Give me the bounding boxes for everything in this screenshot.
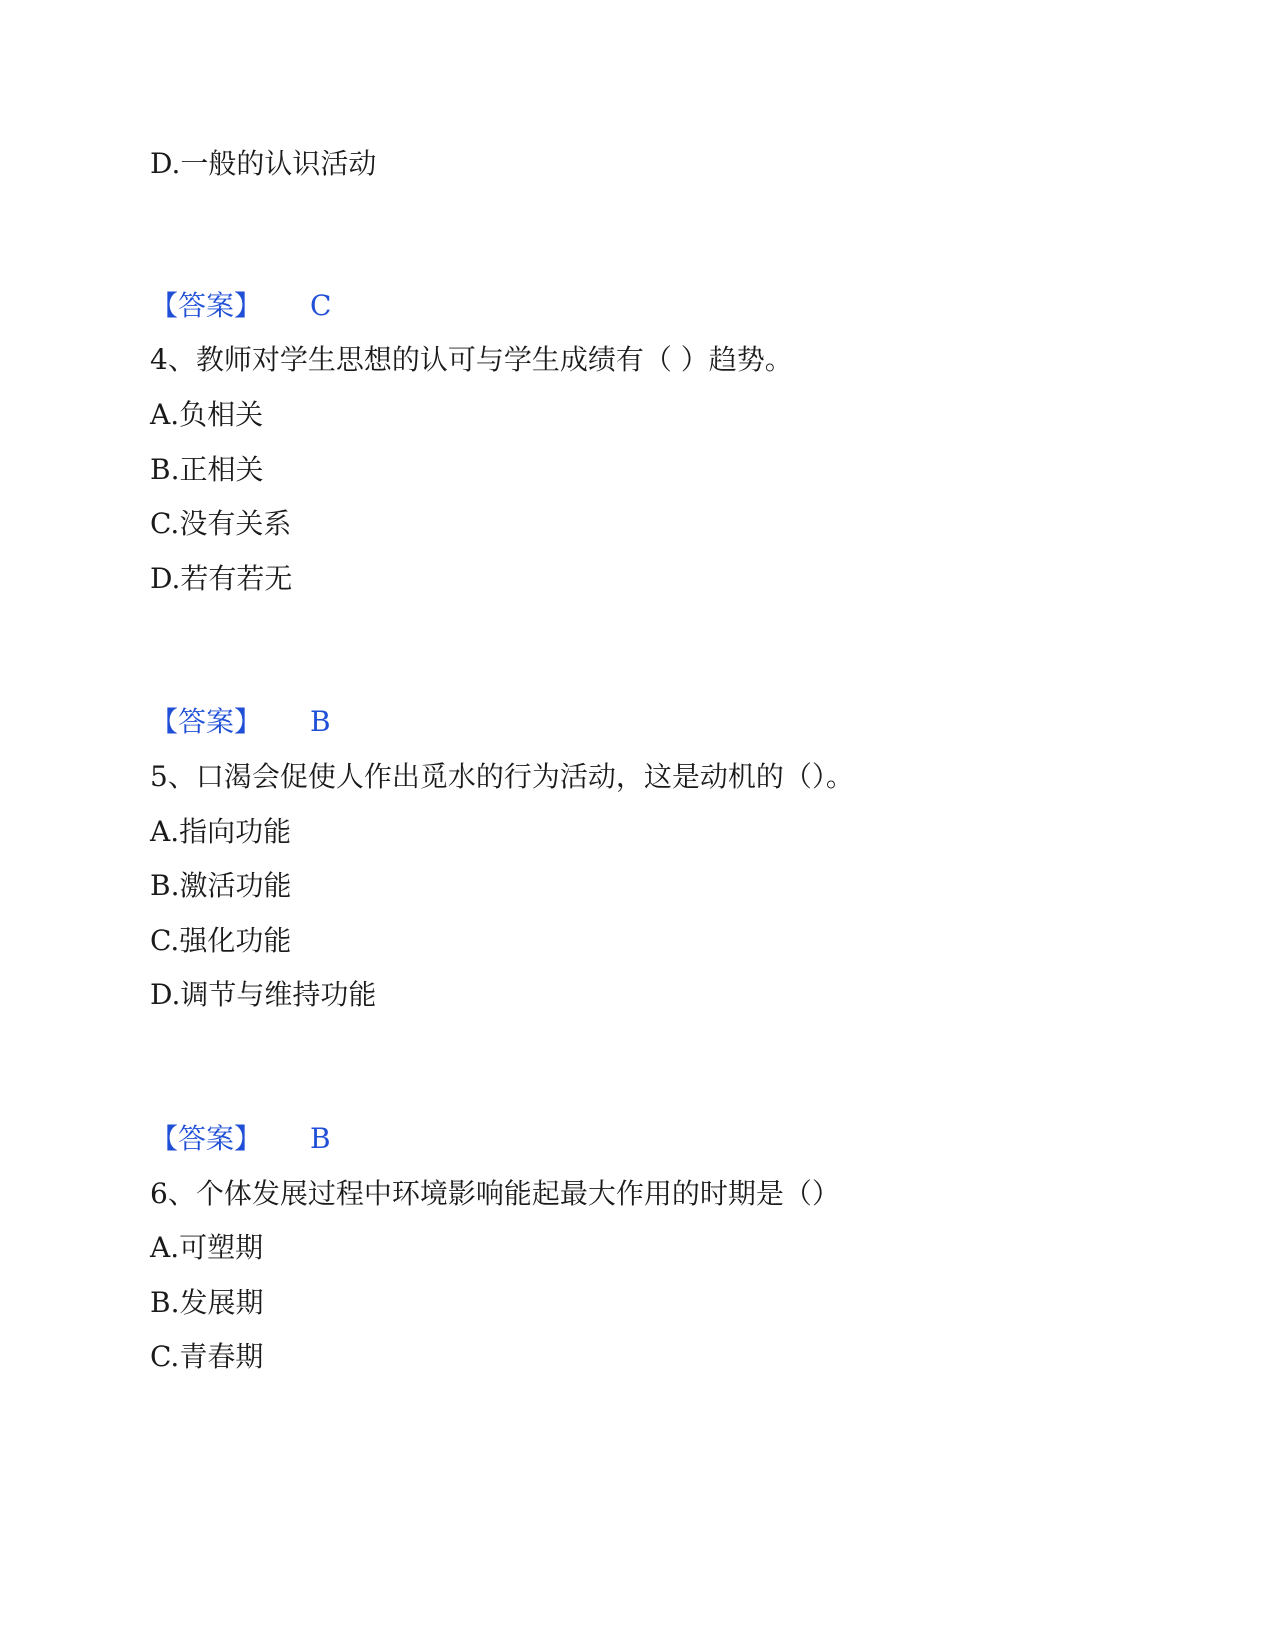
question-4-option-d: D.若有若无 (150, 562, 293, 595)
question-4-answer-row (150, 705, 331, 739)
answer-value: B (310, 1122, 331, 1155)
question-4-option-b: B.正相关 (150, 453, 264, 486)
answer-label: 【答案】 (150, 289, 263, 322)
question-6-option-b: B.发展期 (150, 1286, 264, 1319)
answer-value: B (310, 705, 331, 738)
question-5-option-d: D.调节与维持功能 (150, 978, 377, 1011)
answer-label: 【答案】 (150, 1122, 263, 1155)
question-4-option-c: C.没有关系 (150, 507, 292, 540)
question-4-stem: 4、教师对学生思想的认可与学生成绩有（ ）趋势。 (150, 343, 793, 376)
question-6-option-a: A.可塑期 (150, 1231, 264, 1264)
answer-row (150, 289, 331, 323)
question-5-option-c: C.强化功能 (150, 924, 292, 957)
question-4-option-a: A.负相关 (150, 398, 264, 431)
option-d: D.一般的认识活动 (150, 147, 377, 180)
answer-label: 【答案】 (150, 705, 263, 738)
question-6-stem: 6、个体发展过程中环境影响能起最大作用的时期是（） (150, 1177, 840, 1210)
question-5-option-a: A.指向功能 (150, 815, 292, 848)
question-6-option-c: C.青春期 (150, 1340, 264, 1373)
answer-value: C (310, 289, 332, 322)
question-5-stem: 5、口渴会促使人作出觅水的行为活动，这是动机的（）。 (150, 760, 854, 793)
question-5-option-b: B.激活功能 (150, 869, 292, 902)
question-5-answer-row (150, 1122, 331, 1156)
